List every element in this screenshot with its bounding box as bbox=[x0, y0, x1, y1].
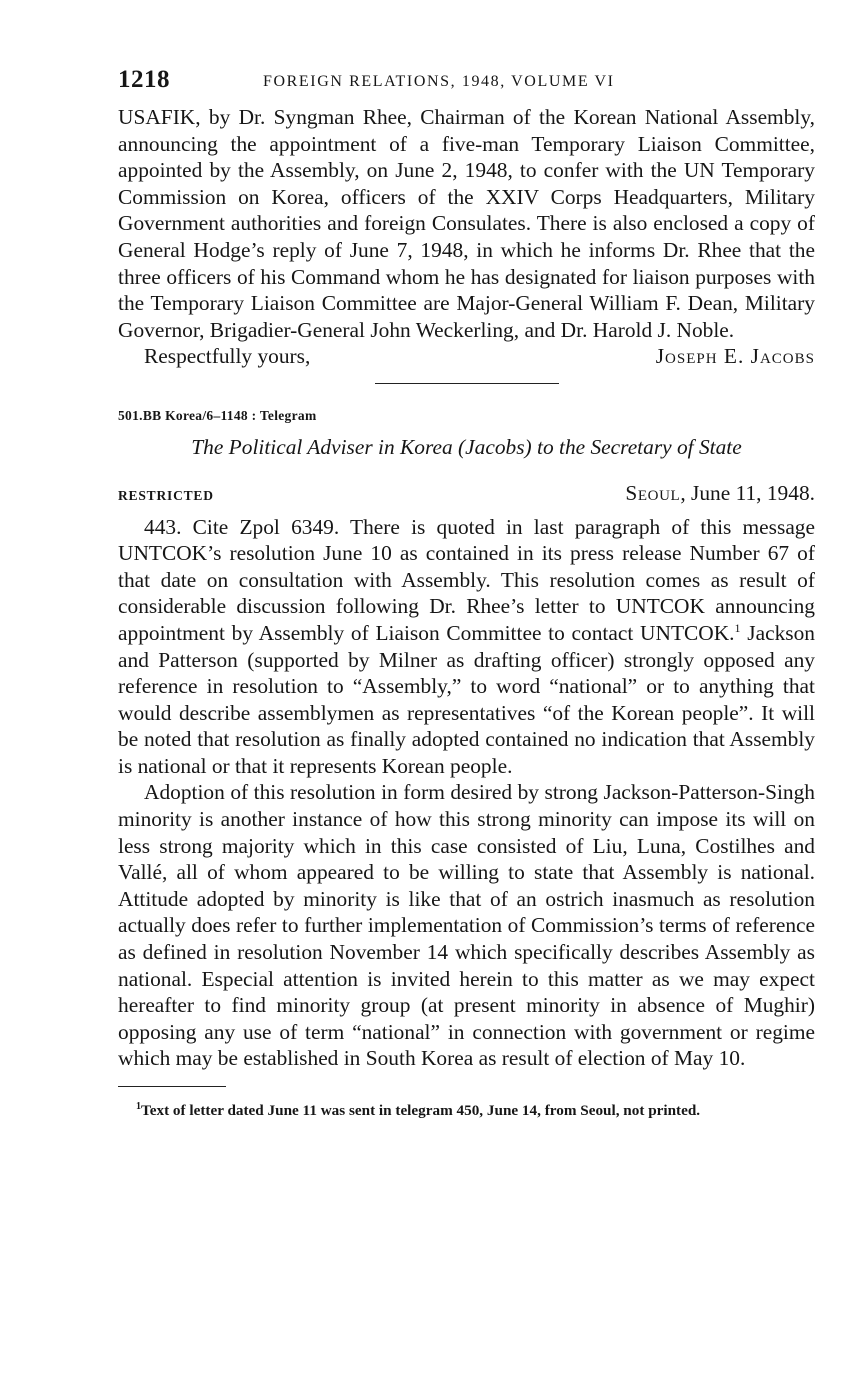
dateline bbox=[118, 480, 815, 510]
footnote-divider bbox=[118, 1086, 226, 1087]
file-reference: 501.BB Korea/6–1148 : Telegram bbox=[118, 407, 317, 423]
classification: RESTRICTED bbox=[118, 487, 214, 503]
document-title: The Political Adviser in Korea (Jacobs) to the Secretary of State bbox=[191, 434, 742, 459]
page bbox=[118, 62, 815, 1136]
section-divider bbox=[375, 383, 559, 384]
page-number: 1218 bbox=[118, 66, 170, 93]
running-head bbox=[118, 62, 815, 104]
footnote-marker: 1 bbox=[734, 620, 741, 635]
telegram-paragraph-1 bbox=[118, 514, 815, 780]
place-date bbox=[625, 480, 815, 507]
footnote-text: Text of letter dated June 11 was sent in telegram 450, June 14, from Seoul, not printed. bbox=[141, 1102, 701, 1119]
place: Seoul bbox=[625, 480, 681, 505]
signature: Joseph E. Jacobs bbox=[655, 344, 815, 369]
complimentary-close: Respectfully yours, bbox=[144, 344, 311, 369]
letter-closing-line bbox=[118, 343, 815, 370]
paragraph-1-part-a: 443. Cite Zpol 6349. There is quoted in last paragraph of this message UNTCOK’s resolution June 10 as contained in its press release Number 67 of that date on consultation with Assembly. This resolution comes as result of considerable discussion following Dr. Rhee’s letter to UNTCOK announcing appointment by Assembly of Liaison Committee to contact UNTCOK. bbox=[118, 514, 815, 645]
footnote bbox=[118, 1101, 815, 1121]
paragraph-1-part-b: Jackson and Patterson (supported by Milner as drafting officer) strongly opposed any reference in resolution to “Assembly,” to word “national” or to anything that would describe assemblymen as representatives “of the Korean people”. It will be noted that resolution as finally adopted contained no indication that Assembly is national or that it represents Korean people. bbox=[118, 620, 815, 778]
telegram-paragraph-2: Adoption of this resolution in form desired by strong Jackson-Patterson-Singh minority is another instance of how this strong minority can impose its will on less strong majority which in this case consisted of Liu, Luna, Costilhes and Vallé, all of whom appeared to be willing to state that Assembly is national. Attitude adopted by minority is like that of an ostrich inasmuch as resolution actually does refer to further implementation of Commission’s terms of reference as defined in resolution November 14 which specifically describes Assembly as national. Especial attention is invited herein to this matter as we may expect hereafter to find minority group (at present minority in absence of Mughir) opposing any use of term “national” in connection with government or regime which may be established in South Korea as result of election of May 10. bbox=[118, 780, 815, 1071]
date: , June 11, 1948. bbox=[680, 480, 815, 505]
footnote-number: 1 bbox=[136, 1101, 141, 1112]
letter-body: USAFIK, by Dr. Syngman Rhee, Chairman of the Korean National Assembly, announcing the appointment of a five-man Temporary Liaison Committee, appointed by the Assembly, on June 2, 1948, to confer with the UN Temporary Commission on Korea, officers of the XXIV Corps Headquarters, Military Government authorities and foreign Consulates. There is also enclosed a copy of General Hodge’s reply of June 7, 1948, in which he informs Dr. Rhee that the three officers of his Command whom he has designated for liaison purposes with the Temporary Liaison Committee are Major-General William F. Dean, Military Governor, Brigadier-General John Weckerling, and Dr. Harold J. Noble. bbox=[118, 105, 815, 342]
running-title: FOREIGN RELATIONS, 1948, VOLUME VI bbox=[263, 73, 615, 90]
